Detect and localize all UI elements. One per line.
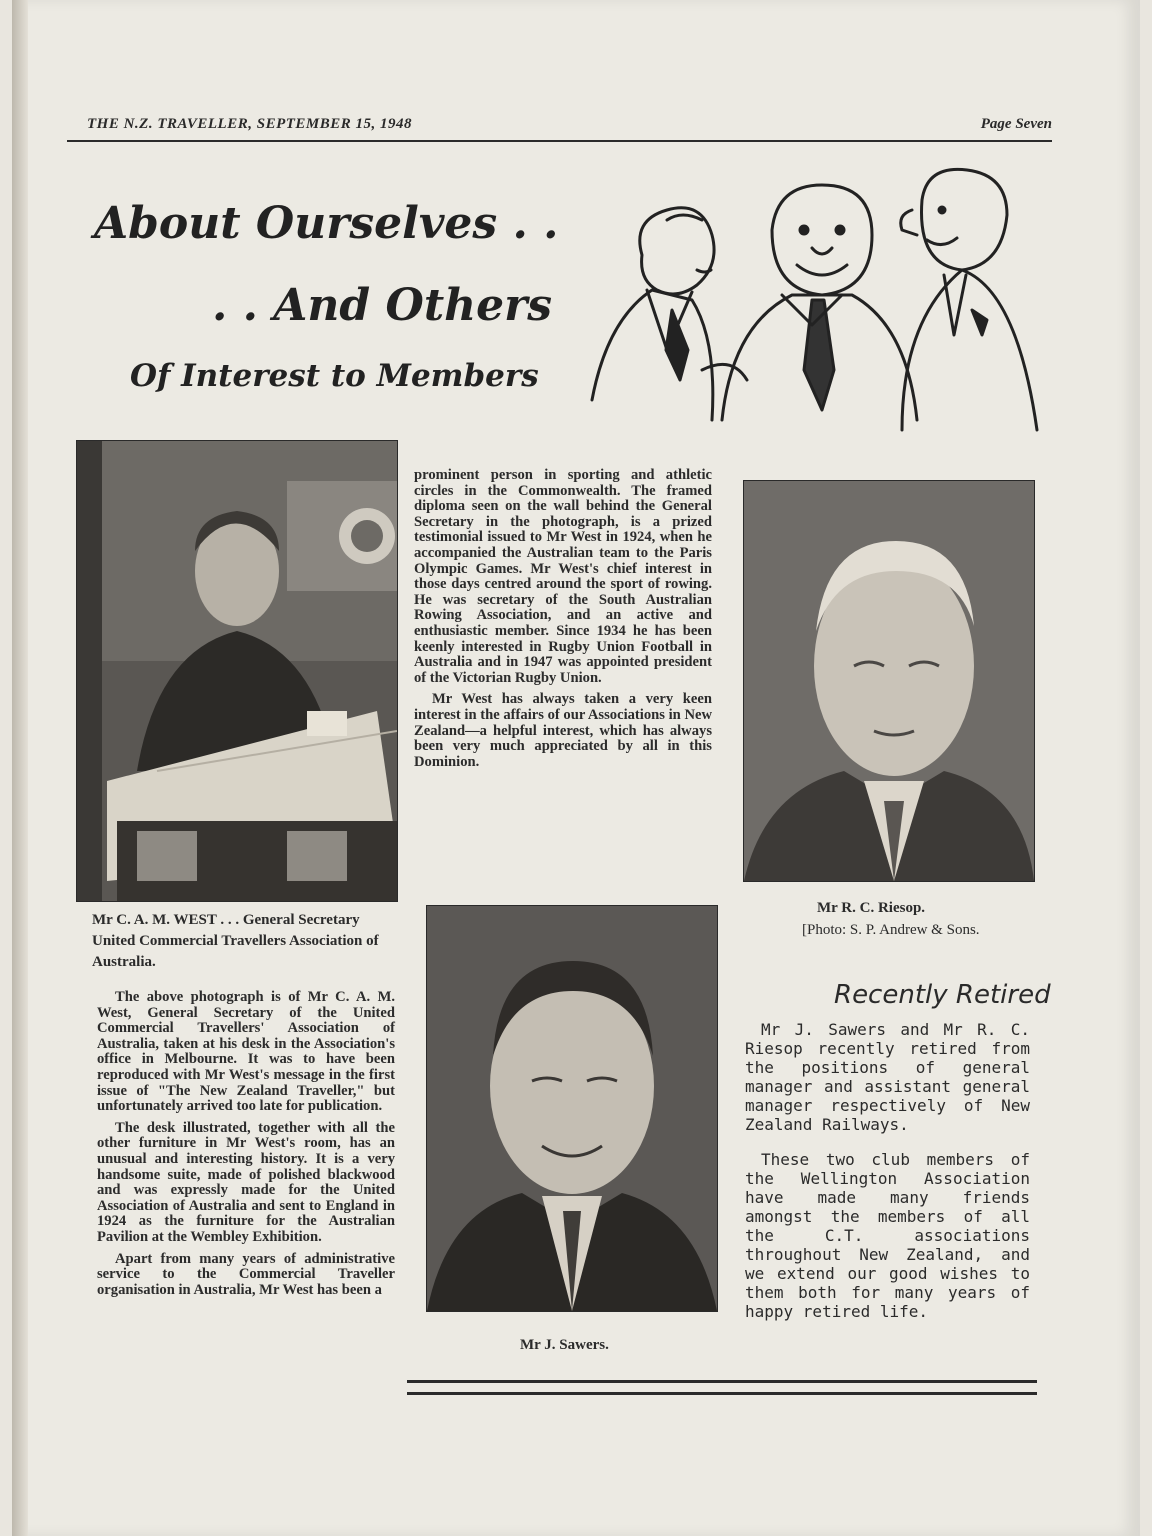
west-continued-paragraph: Mr West has always taken a very keen interest in the affairs of our Associations in New Zealand—a helpful interest, which has always been very much appreciated by all in this Dominion. [414,691,712,770]
headline-subtitle: Of Interest to Members [130,358,539,394]
riesop-photo-credit: [Photo: S. P. Andrew & Sons. [802,922,980,938]
masthead [87,116,1052,136]
west-caption: Mr C. A. M. WEST . . . General Secretary United Commercial Travellers Association of Australia. [92,912,379,970]
masthead-rule [67,140,1052,142]
west-continued-paragraph: prominent person in sporting and athletic circles in the Commonwealth. The framed diploma seen on the wall behind the General Secretary in the photograph, is a prized testimonial issued to Mr West in 1924, when he accompanied the Australian team to the Paris Olympic Games. Mr West's chief interest in those days centred around the sport of rowing. He was secretary of the South Australian Rowing Association, and an active and enthusiastic member. Since 1934 he has been keenly interested in Rugby Union Football in Australia and in 1947 was appointed president of the Victorian Rugby Union. [414,467,712,686]
retired-paragraph: These two club members of the Wellington Association have made many friends amongst the members of all the C.T. associations throughout New Zealand, and we extend our good wishes to them both for many years of happy retired life. [745,1150,1030,1321]
west-photo [76,440,398,902]
cartoon-illustration [572,160,1052,460]
retired-paragraph: Mr J. Sawers and Mr R. C. Riesop recently retired from the positions of general manager and assistant general manager respectively of New Zealand Railways. [745,1020,1030,1134]
magazine-page [12,0,1140,1536]
riesop-photo [743,480,1035,882]
west-article-column-1 [97,990,395,1304]
page-number: Page Seven [980,116,1052,132]
west-paragraph: The above photograph is of Mr C. A. M. West, General Secretary of the United Commercial Travellers' Association of Australia, taken at his desk in the Association's office in Melbourne. It was to have been reproduced with Mr West's message in the first issue of "The New Zealand Traveller," but unfortunately arrived too late for publication. [97,989,395,1115]
sawers-caption: Mr J. Sawers. [520,1337,609,1353]
footer-rule-top [407,1380,1037,1383]
footer-rule-bottom [407,1392,1037,1395]
headline-line-2: . . And Others [212,280,553,331]
sawers-photo [426,905,718,1312]
west-paragraph: The desk illustrated, together with all the other furniture in Mr West's room, has an unusual and interesting history. It is a very handsome suite, made of polished blackwood and was expressly made for the United Association of Australia and sent to England in 1924 as the furniture for the Australian Pavilion at the Wembley Exhibition. [97,1119,395,1245]
recently-retired-article [745,1020,1030,1337]
headline-line-1: About Ourselves . . [94,198,559,249]
page-spine-shadow [12,0,28,1536]
recently-retired-heading: Recently Retired [834,980,1051,1010]
publication-line: THE N.Z. TRAVELLER, SEPTEMBER 15, 1948 [87,116,413,132]
riesop-caption: Mr R. C. Riesop. [817,900,926,916]
west-paragraph: Apart from many years of administrative service to the Commercial Traveller organisation in Australia, Mr West has been a [97,1250,395,1298]
west-article-column-2 [414,468,712,776]
